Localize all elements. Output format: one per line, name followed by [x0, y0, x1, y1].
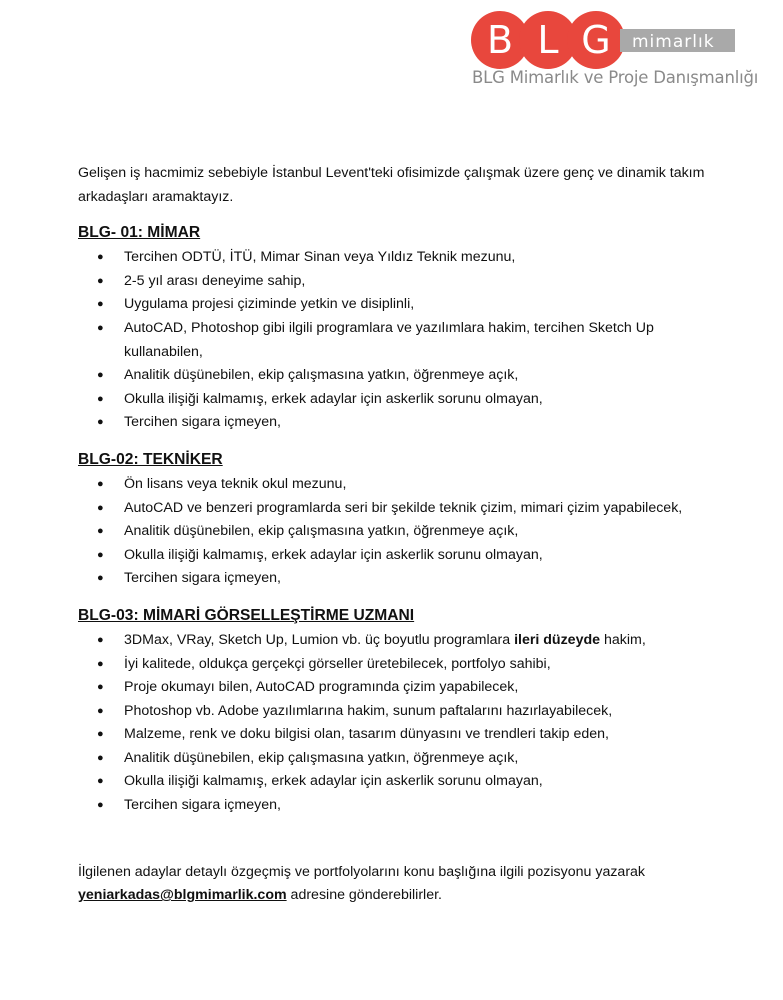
logo-word: mimarlık	[632, 32, 715, 52]
bullet-icon: ●	[97, 704, 104, 717]
list-item	[97, 567, 728, 591]
list-item	[97, 747, 728, 771]
section-title-tekniker: BLG-02: TEKNİKER	[78, 450, 223, 468]
list-item-text: Analitik düşünebilen, ekip çalışmasına yatkın, öğrenmeye açık,	[124, 749, 519, 766]
list-item	[97, 544, 728, 568]
bullet-icon: ●	[97, 681, 104, 694]
list-item-emphasis: ileri düzeyde	[514, 631, 601, 648]
list-item	[97, 723, 728, 747]
list-item-text: Tercihen sigara içmeyen,	[124, 570, 281, 587]
list-item-text: Tercihen ODTÜ, İTÜ, Mimar Sinan veya Yıldız Teknik mezunu,	[124, 249, 516, 266]
bullet-icon: ●	[97, 501, 104, 514]
bullet-icon: ●	[97, 251, 104, 264]
list-item	[97, 246, 728, 270]
bullet-icon: ●	[97, 657, 104, 670]
list-item	[97, 293, 728, 317]
requirements-list-mimar	[78, 246, 728, 435]
bullet-icon: ●	[97, 298, 104, 311]
list-item-text: Proje okumayı bilen, AutoCAD programında çizim yapabilecek,	[124, 679, 519, 696]
list-item-text: Photoshop vb. Adobe yazılımlarına hakim, sunum paftalarını hazırlayabilecek,	[124, 702, 613, 719]
bullet-icon: ●	[97, 633, 104, 646]
list-item-text: Okulla ilişiği kalmamış, erkek adaylar için askerlik sorunu olmayan,	[124, 546, 543, 563]
job-posting	[78, 162, 728, 908]
list-item-text: Uygulama projesi çiziminde yetkin ve disiplinli,	[124, 296, 415, 313]
list-item-text: İyi kalitede, oldukça gerçekçi görseller üretebilecek, portfolyo sahibi,	[124, 655, 551, 672]
logo-letter-g: G	[581, 18, 611, 62]
list-item-text: Okulla ilişiği kalmamış, erkek adaylar için askerlik sorunu olmayan,	[124, 773, 543, 790]
list-item	[97, 317, 728, 364]
list-item-text: AutoCAD, Photoshop gibi ilgili programlara ve yazılımlara hakim, tercihen Sketch Up kullanabilen,	[124, 319, 654, 360]
bullet-icon: ●	[97, 274, 104, 287]
requirements-list-gorsellestirme	[78, 629, 728, 818]
list-item	[97, 770, 728, 794]
bullet-icon: ●	[97, 799, 104, 812]
bullet-icon: ●	[97, 525, 104, 538]
bullet-icon: ●	[97, 751, 104, 764]
section-title-gorsellestirme: BLG-03: MİMARİ GÖRSELLEŞTİRME UZMANI	[78, 606, 415, 624]
list-item	[97, 653, 728, 677]
email-link[interactable]: yeniarkadas@blgmimarlik.com	[78, 887, 287, 904]
list-item	[97, 700, 728, 724]
intro-text: Gelişen iş hacmimiz sebebiyle İstanbul Levent'teki ofisimizde çalışmak üzere genç ve dinamik takım arkadaşları aramaktayız.	[78, 165, 705, 205]
list-item-text: Tercihen sigara içmeyen,	[124, 414, 281, 431]
bullet-icon: ●	[97, 321, 104, 334]
requirements-list-tekniker	[78, 473, 728, 591]
bullet-icon: ●	[97, 572, 104, 585]
closing-line-2	[78, 884, 728, 908]
bullet-icon: ●	[97, 477, 104, 490]
bullet-icon: ●	[97, 548, 104, 561]
bullet-icon: ●	[97, 775, 104, 788]
list-item-text: Tercihen sigara içmeyen,	[124, 797, 281, 814]
section-title-mimar: BLG- 01: MİMAR	[78, 224, 201, 242]
list-item-text: Malzeme, renk ve doku bilgisi olan, tasarım dünyasını ve trendleri takip eden,	[124, 726, 609, 743]
list-item	[97, 388, 728, 412]
list-item	[97, 629, 728, 653]
list-item-text: Analitik düşünebilen, ekip çalışmasına yatkın, öğrenmeye açık,	[124, 523, 519, 540]
bullet-icon: ●	[97, 369, 104, 382]
bullet-icon: ●	[97, 416, 104, 429]
list-item-text: 3DMax, VRay, Sketch Up, Lumion vb. üç boyutlu programlara	[124, 631, 515, 648]
list-item	[97, 520, 728, 544]
list-item-text: AutoCAD ve benzeri programlarda seri bir şekilde teknik çizim, mimari çizim yapabilecek,	[124, 499, 683, 516]
list-item	[97, 473, 728, 497]
logo-letter-l: L	[537, 18, 559, 62]
list-item-text: Okulla ilişiği kalmamış, erkek adaylar için askerlik sorunu olmayan,	[124, 390, 543, 407]
list-item	[97, 270, 728, 294]
closing-rest: adresine gönderebilirler.	[286, 887, 442, 904]
closing-paragraph	[78, 861, 728, 908]
list-item-text: hakim,	[600, 631, 646, 648]
list-item	[97, 364, 728, 388]
list-item-text: Analitik düşünebilen, ekip çalışmasına yatkın, öğrenmeye açık,	[124, 367, 519, 384]
list-item	[97, 411, 728, 435]
bullet-icon: ●	[97, 728, 104, 741]
list-item	[97, 676, 728, 700]
list-item	[97, 497, 728, 521]
list-item-text: 2-5 yıl arası deneyime sahip,	[124, 272, 306, 289]
logo-letter-b: B	[486, 18, 514, 62]
bullet-icon: ●	[97, 392, 104, 405]
closing-line: İlgilenen adaylar detaylı özgeçmiş ve portfolyolarını konu başlığına ilgili pozisyonu yazarak	[78, 863, 646, 880]
list-item-text: Ön lisans veya teknik okul mezunu,	[124, 475, 347, 492]
logo-subtitle: BLG Mimarlık ve Proje Danışmanlığı	[472, 68, 759, 87]
list-item	[97, 794, 728, 818]
